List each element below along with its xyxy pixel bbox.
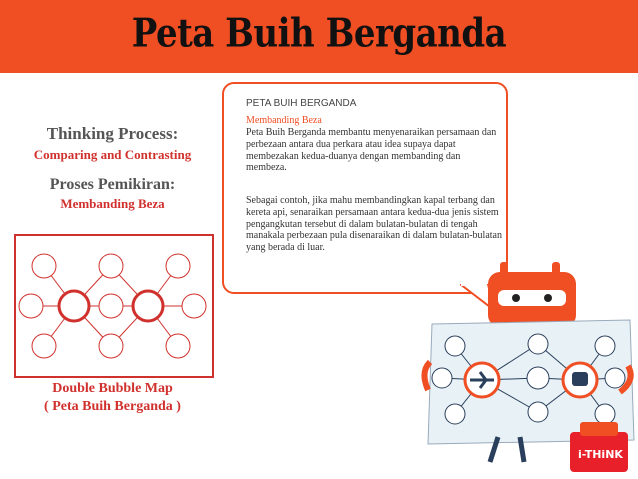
bubble-paragraph-2: Sebagai contoh, jika mahu membandingkan kapal terbang dan kereta api, senaraikan persamaan antara kedua-dua jenis sistem pengangkutan tersebut di dalam bulatan-bulatan di tengah manakala perbezaan pula disenaraikan di dalam bulatan-bulatan yang berada di luar. [246, 195, 502, 254]
comparing-label: Comparing and Contrasting [33, 147, 192, 162]
thinking-process-label: Thinking Process: [46, 124, 179, 143]
proses-pemikiran-label: Proses Pemikiran: [49, 176, 176, 193]
map-caption-english: Double Bubble Map [52, 381, 173, 396]
i-think-logo: i-THiNK [578, 448, 623, 461]
map-caption-malay: ( Peta Buih Berganda ) [44, 399, 181, 414]
double-bubble-map-diagram [14, 234, 214, 378]
mascot-robot-illustration [420, 262, 638, 479]
bubble-subheading: Membanding Beza [246, 115, 322, 126]
bubble-heading: PETA BUIH BERGANDA [246, 98, 357, 109]
double-bubble-map-icon [16, 236, 212, 376]
bubble-paragraph-1: Peta Buih Berganda membantu menyenaraikan persamaan dan perbezaan antara dua perkara atau idea supaya dapat membezakan kedua-duanya dengan membanding dan membeza. [246, 127, 497, 174]
membanding-beza-label: Membanding Beza [60, 196, 165, 211]
page-title: Peta Buih Berganda [131, 11, 507, 57]
